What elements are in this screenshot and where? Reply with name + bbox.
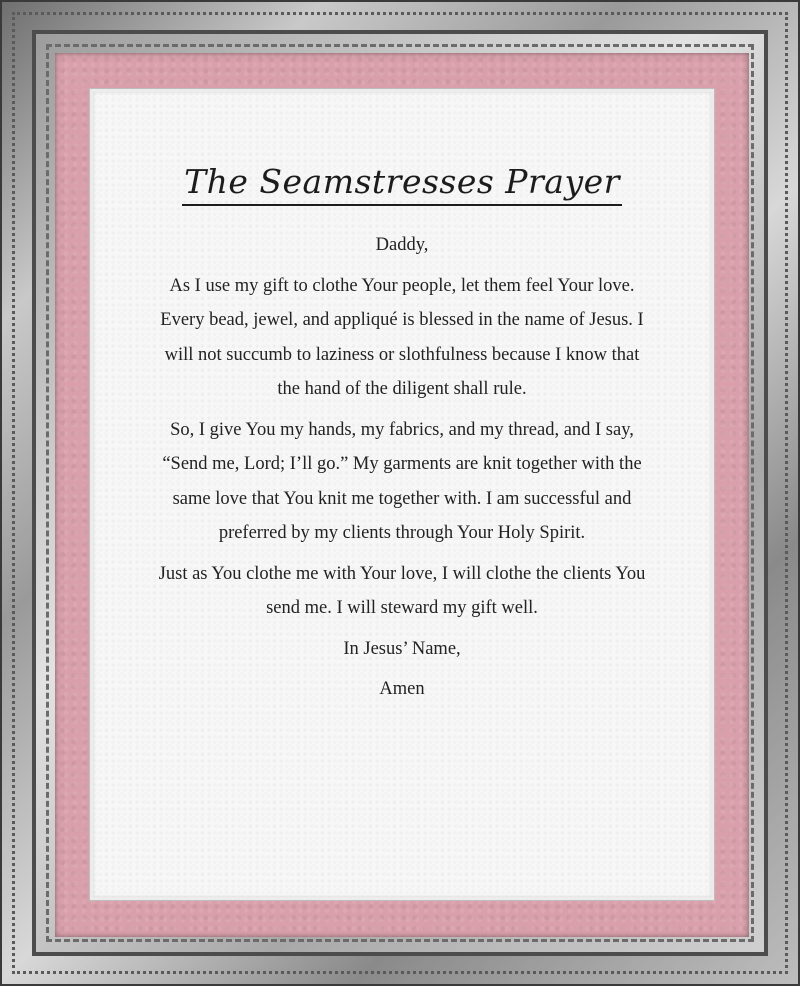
prayer-paragraph-3: Just as You clothe me with Your love, I will clothe the clients You send me. I will steward my gift well. bbox=[158, 563, 646, 618]
signoff: Amen bbox=[379, 679, 425, 699]
closing-line: In Jesus’ Name, bbox=[343, 638, 461, 659]
salutation: Daddy, bbox=[375, 235, 429, 255]
prayer-paragraph-1: As I use my gift to clothe Your people, let them feel Your love. Every bead, jewel, and appliqué is blessed in the name of Jesus. I will not succumb to laziness or slothfulness because I know that the hand of the diligent shall rule. bbox=[160, 275, 644, 399]
prayer-body bbox=[153, 228, 651, 713]
document-title-wrap bbox=[93, 162, 711, 206]
prayer-document bbox=[93, 92, 711, 897]
document-title: The Seamstresses Prayer bbox=[182, 162, 622, 206]
prayer-paragraph-2: So, I give You my hands, my fabrics, and my thread, and I say, “Send me, Lord; I’ll go.” My garments are knit together with the same love that You knit me together with. I am successful and preferred by my clients through Your Holy Spirit. bbox=[162, 419, 642, 543]
